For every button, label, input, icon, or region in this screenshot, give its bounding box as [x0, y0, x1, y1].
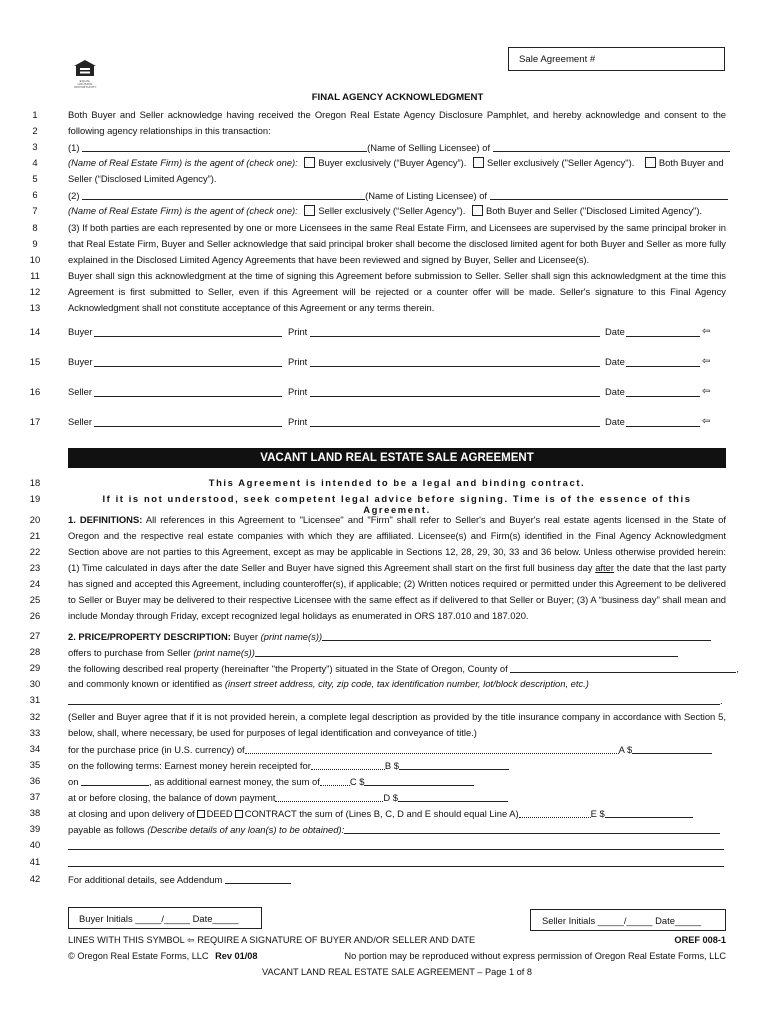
sale-agreement-number-field[interactable] — [508, 47, 725, 71]
line-number: 6 — [32, 189, 38, 200]
form-id: OREF 008-1 — [674, 935, 726, 945]
loan-details-line-40 — [68, 839, 726, 851]
price-line-38: at closing and upon delivery of DEED CONTRACT the sum of (Lines B, C, D and E should equal Line A) E $ — [68, 807, 726, 819]
line-number: 18 — [29, 477, 41, 488]
agency-text-11: Buyer shall sign this acknowledgment at the time of signing this Agreement before submission to Seller. Seller shall sign this acknowledgment at the time this — [68, 270, 726, 281]
definitions-line-25: to Seller or Buyer may be delivered to their respective Licensee with the same effect as if delivered to that Seller or Buyer; (3) A “business day” shall mean and — [68, 594, 726, 605]
copyright-line: © Oregon Real Estate Forms, LLC Rev 01/08 — [68, 951, 258, 961]
line-number: 4 — [32, 157, 38, 168]
line-number: 15 — [29, 356, 41, 367]
line-number: 10 — [29, 254, 41, 265]
intro-line-2: If it is not understood, seek competent legal advice before signing. Time is of the essence of this Agreement. — [102, 493, 692, 515]
definitions-line-23: (1) Time calculated in days after the date Seller and Buyer have signed this Agreement shall start on the first full business day after the date that the last party — [68, 562, 727, 573]
seller-initials-box[interactable]: Seller Initials _____/_____ Date_____ — [530, 909, 726, 931]
agency-text-13: Acknowledgment shall not constitute acceptance of this Agreement or any terms therein. — [68, 302, 435, 313]
county-field[interactable] — [510, 662, 736, 673]
agency-text-2: following agency relationships in this transaction: — [68, 125, 271, 136]
line-number: 24 — [29, 578, 41, 589]
loan-details-field-2[interactable] — [68, 839, 724, 850]
left-arrow-icon: ⇦ — [702, 356, 711, 367]
buyer-2-date-field[interactable] — [626, 356, 700, 367]
selling-licensee-field[interactable] — [82, 141, 367, 152]
seller-2-date-field[interactable] — [626, 416, 700, 427]
selling-firm-field[interactable] — [493, 141, 730, 152]
line-number: 26 — [29, 610, 41, 621]
line-number: 29 — [29, 662, 41, 673]
buyer-1-date-field[interactable] — [626, 326, 700, 337]
line-number: 21 — [29, 530, 41, 541]
line-number: 31 — [29, 694, 41, 705]
line-number: 39 — [29, 823, 41, 834]
definitions-line-20: 1. DEFINITIONS: All references in this Agreement to "Licensee" and "Firm" shall refer to Seller's and Buyer's real estate agents licensed in the State of — [68, 514, 727, 525]
contract-checkbox[interactable] — [235, 810, 243, 818]
closing-sum-field[interactable] — [605, 807, 693, 818]
loan-details-field-3[interactable] — [68, 856, 724, 867]
property-description-field[interactable] — [68, 694, 720, 705]
seller-2-signature-field[interactable] — [94, 416, 282, 427]
price-line-37: at or before closing, the balance of down payment D $ — [68, 791, 726, 803]
disclosed-limited-agency-checkbox-1[interactable] — [645, 157, 656, 168]
line-number: 11 — [30, 270, 40, 281]
buyer-name-field[interactable] — [322, 630, 711, 641]
price-line-32: (Seller and Buyer agree that if it is not provided herein, a complete legal description as provided by the title insurance company in accordance with Section 5, — [68, 711, 726, 722]
price-line-35: on the following terms: Earnest money herein receipted for B $ — [68, 759, 726, 771]
line-number: 40 — [29, 839, 41, 850]
left-arrow-icon: ⇦ — [702, 326, 711, 337]
equal-housing-logo — [74, 60, 96, 89]
seller-1-print-field[interactable] — [310, 386, 600, 397]
line-number: 32 — [29, 711, 41, 722]
agency-text-10: explained in the Disclosed Limited Agency Agreements that have been reviewed and signed by Buyer, Seller and Licensee(s). — [68, 254, 590, 265]
intro-line-1: This Agreement is intended to be a legal and binding contract. — [208, 477, 586, 488]
line-number: 36 — [29, 775, 41, 786]
price-line-36: on , as additional earnest money, the sum of C $ — [68, 775, 726, 787]
line-number: 37 — [29, 791, 41, 802]
agency-text-1: Both Buyer and Seller acknowledge having received the Oregon Real Estate Agency Disclosure Pamphlet, and hereby acknowledge and consent to the — [68, 109, 726, 120]
price-line-28: offers to purchase from Seller (print name(s)) — [68, 646, 726, 658]
line-number: 33 — [29, 727, 41, 738]
seller-1-date-field[interactable] — [626, 386, 700, 397]
agency-line-3: (1) (Name of Selling Licensee) of — [68, 141, 726, 153]
line-number: 19 — [29, 493, 41, 504]
line-number: 42 — [29, 873, 41, 884]
seller-2-print-field[interactable] — [310, 416, 600, 427]
line-number: 1 — [32, 109, 38, 120]
seller-agency-checkbox-2[interactable] — [304, 205, 315, 216]
listing-licensee-field[interactable] — [82, 189, 365, 200]
equal-housing-opportunity-icon — [74, 60, 96, 76]
page-indicator: VACANT LAND REAL ESTATE SALE AGREEMENT – Page 1 of 8 — [262, 967, 532, 977]
definitions-line-26: include Monday through Friday, except recognized legal holidays as enumerated in ORS 187.010 and 187.020. — [68, 610, 529, 621]
line-number: 35 — [29, 759, 41, 770]
disclosed-limited-agency-checkbox-2[interactable] — [472, 205, 483, 216]
line-number: 34 — [29, 743, 41, 754]
agency-text-5: Seller (“Disclosed Limited Agency”). — [68, 173, 217, 184]
agency-line-6: (2) (Name of Listing Licensee) of — [68, 189, 726, 201]
line-number: 28 — [29, 646, 41, 657]
deed-checkbox[interactable] — [197, 810, 205, 818]
line-number: 5 — [32, 173, 38, 184]
reproduction-notice: No portion may be reproduced without express permission of Oregon Real Estate Forms, LLC — [344, 951, 726, 961]
additional-earnest-money-field[interactable] — [364, 775, 474, 786]
line-number: 27 — [29, 630, 41, 641]
seller-1-signature-field[interactable] — [94, 386, 282, 397]
agency-line-7: (Name of Real Estate Firm) is the agent of (check one): Seller exclusively (“Seller Agency”). Both Buyer and Seller ("Disclosed Limited Agency"). — [68, 205, 703, 216]
line-number: 16 — [29, 386, 41, 397]
agency-line-4: (Name of Real Estate Firm) is the agent of (check one): Buyer exclusively (“Buyer Agency”). Seller exclusively ("Seller Agency"). Both Buyer and — [68, 157, 724, 168]
buyer-initials-box[interactable]: Buyer Initials _____/_____ Date_____ — [68, 907, 262, 929]
sale-agreement-label: Sale Agreement # — [519, 54, 596, 65]
down-payment-field[interactable] — [398, 791, 508, 802]
line-number: 2 — [32, 125, 38, 136]
addendum-line: For additional details, see Addendum — [68, 873, 726, 885]
purchase-price-field[interactable] — [632, 743, 712, 754]
additional-earnest-date-field[interactable] — [81, 775, 149, 786]
loan-details-field[interactable] — [344, 823, 720, 834]
line-number: 17 — [29, 416, 41, 427]
line-number: 13 — [29, 302, 41, 313]
line-number: 7 — [32, 205, 38, 216]
property-description-line: . — [68, 694, 726, 706]
logo-caption: EQUAL HOUSING OPPORTUNITY — [74, 79, 97, 89]
line-number: 38 — [29, 807, 41, 818]
line-number: 12 — [29, 286, 41, 297]
left-arrow-icon: ⇦ — [702, 416, 711, 427]
line-number: 8 — [32, 222, 38, 233]
price-line-39: payable as follows (Describe details of any loan(s) to be obtained): — [68, 823, 726, 835]
line-number: 23 — [29, 562, 41, 573]
left-arrow-icon: ⇦ — [702, 386, 711, 397]
buyer-agency-checkbox[interactable] — [304, 157, 315, 168]
agency-text-8: (3) If both parties are each represented by one or more Licensees in the same Real Estate Firm, and Licensees are supervised by the same principal broker in — [68, 222, 726, 233]
line-number: 9 — [32, 238, 38, 249]
buyer-1-signature-field[interactable] — [94, 326, 282, 337]
final-agency-title: FINAL AGENCY ACKNOWLEDGMENT — [311, 92, 484, 103]
left-arrow-icon: ⇦ — [186, 935, 195, 945]
price-line-29: the following described real property (hereinafter "the Property") situated in the State of Oregon, County of , — [68, 663, 739, 674]
seller-agency-checkbox-1[interactable] — [473, 157, 484, 168]
agency-text-12: Agreement is first submitted to Seller, even if this Agreement will be rejected or a counter offer will be made. Seller's signature to this Final Agency — [68, 286, 726, 297]
line-number: 3 — [32, 141, 38, 152]
buyer-2-print-field[interactable] — [310, 356, 600, 367]
line-number: 14 — [29, 326, 41, 337]
price-line-30: and commonly known or identified as (insert street address, city, zip code, tax identification number, lot/block description, etc.) — [68, 678, 589, 689]
line-number: 22 — [29, 546, 41, 557]
seller-name-field[interactable] — [255, 646, 678, 657]
price-line-27: 2. PRICE/PROPERTY DESCRIPTION: Buyer (print name(s)) — [68, 630, 726, 642]
definitions-line-24: has signed and accepted this Agreement, including counteroffer(s), if applicable; (2) Written notices required or permitted under this Agreement to be delivered — [68, 578, 726, 589]
line-number: 20 — [29, 514, 41, 525]
price-line-33: below, shall, where necessary, be used for purposes of legal identification and conveyance of title.) — [68, 727, 477, 738]
loan-details-line-41 — [68, 856, 726, 868]
addendum-field[interactable] — [225, 873, 291, 884]
listing-firm-field[interactable] — [490, 189, 728, 200]
definitions-line-21: Oregon and the respective real estate companies with which they are affiliated. Licensee(s) and Firm(s) identified in the Final Agency Acknowledgment — [68, 530, 726, 541]
agency-text-9: that Real Estate Firm, Buyer and Seller acknowledge that said principal broker shall become the disclosed limited agent for both Buyer and Seller as more fully — [68, 238, 726, 249]
buyer-2-signature-field[interactable] — [94, 356, 282, 367]
definitions-line-22: Section above are not parties to this Agreement, except as may be applicable in Sections 12, 28, 29, 30, 33 and 36 below. Unless otherwise provided herein: — [68, 546, 726, 557]
line-number: 25 — [29, 594, 41, 605]
agreement-banner: VACANT LAND REAL ESTATE SALE AGREEMENT — [68, 448, 726, 468]
line-number: 30 — [29, 678, 41, 689]
symbol-note: LINES WITH THIS SYMBOL ⇦ REQUIRE A SIGNATURE OF BUYER AND/OR SELLER AND DATE — [68, 935, 476, 945]
line-number: 41 — [29, 856, 41, 867]
price-line-34: for the purchase price (in U.S. currency) of A $ — [68, 743, 726, 755]
earnest-money-field[interactable] — [399, 759, 509, 770]
buyer-1-print-field[interactable] — [310, 326, 600, 337]
